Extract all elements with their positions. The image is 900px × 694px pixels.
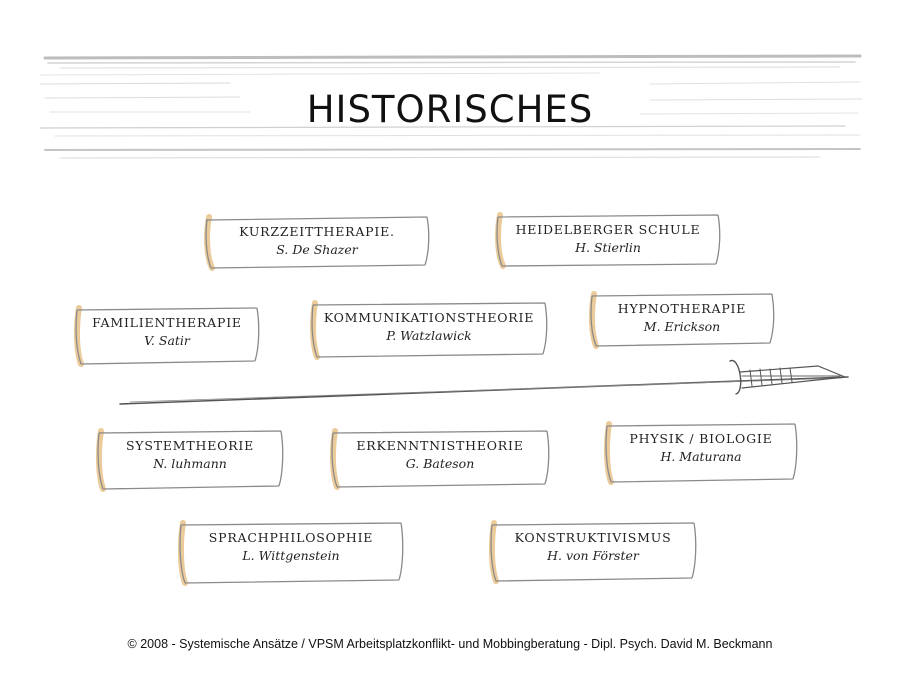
topic-box-heidelberger-schule (494, 213, 722, 267)
page-title: HISTORISCHES (306, 88, 594, 131)
topic-box-systemtheorie (95, 429, 285, 491)
topic-box-familientherapie (73, 306, 261, 366)
person-label: N. luhmann (153, 456, 227, 471)
person-label: H. Maturana (660, 449, 742, 464)
person-label: G. Bateson (405, 456, 475, 471)
copyright-footer: © 2008 - Systemische Ansätze / VPSM Arbeitsplatzkonflikt- und Mobbingberatung - Dipl. Psych. David M. Beckmann (127, 637, 773, 651)
topic-box-hypnotherapie (588, 292, 776, 348)
person-label: L. Wittgenstein (242, 548, 340, 563)
topic-label: HEIDELBERGER SCHULE (515, 222, 701, 237)
topic-label: HYPNOTHERAPIE (617, 301, 747, 316)
topic-box-physik-biologie (603, 422, 799, 484)
person-label: H. Stierlin (575, 240, 641, 255)
topic-label: KONSTRUKTIVISMUS (514, 530, 672, 545)
person-label: H. von Förster (547, 548, 639, 563)
topic-box-sprachphilosophie (177, 521, 405, 585)
topic-label: PHYSIK / BIOLOGIE (629, 431, 773, 446)
person-label: V. Satir (144, 333, 190, 348)
topic-box-konstruktivismus (488, 521, 698, 583)
topic-label: SYSTEMTHEORIE (125, 438, 255, 453)
person-label: S. De Shazer (276, 242, 358, 257)
topic-box-erkenntnistheorie (329, 429, 551, 489)
topic-label: KOMMUNIKATIONSTHEORIE (323, 310, 535, 325)
topic-box-kommunikationstheorie (309, 301, 549, 359)
person-label: M. Erickson (643, 319, 721, 334)
topic-label: FAMILIENTHERAPIE (92, 315, 242, 330)
person-label: P. Watzlawick (386, 328, 472, 343)
topic-label: ERKENNTNISTHEORIE (356, 438, 524, 453)
topic-label: SPRACHPHILOSOPHIE (208, 530, 374, 545)
topic-label: KURZZEITTHERAPIE. (239, 224, 395, 239)
topic-box-kurzzeittherapie (203, 215, 431, 269)
